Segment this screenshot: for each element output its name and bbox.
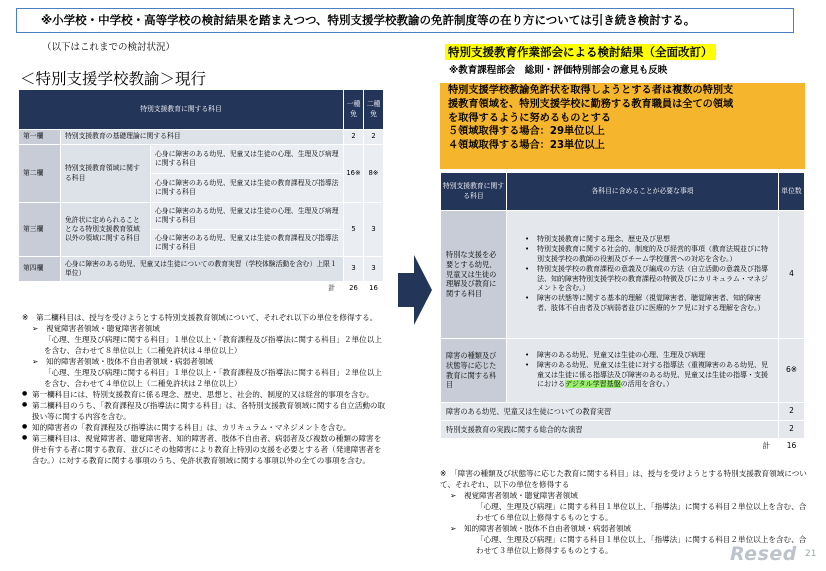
note: ➢ 知的障害者領域・肢体不自由者領域・病弱者領域 xyxy=(450,524,632,533)
table-row xyxy=(19,203,384,230)
current-table xyxy=(18,89,384,296)
list-item: • 障害の状態等に関する基本的理解（視覚障害者、聴覚障害者、知的障害者、肢体不自由者及び病弱者並びに医療的ケア児に対する理解を含む。） xyxy=(525,294,774,313)
list-item: • 障害のある幼児、児童又は生徒に対する指導法（重複障害のある幼児、児童又は生徒に係る指導法及び障害のある幼児、児童又は生徒の指導・支援におけるデジタル学習基盤の活用を含む。） xyxy=(525,361,774,389)
page-number: 21 xyxy=(805,549,817,559)
bullet-note: ● 第二欄科目のうち、「教育課程及び指導法に関する科目」は、各特別支援教育領域に関する自立活動の取扱い等に関する内容を含む。 xyxy=(22,400,386,422)
note: ➢ 知的障害者領域・肢体不自由者領域・病弱者領域 xyxy=(32,357,214,366)
row-desc: 免許状に定められることとなる特別支援教育領域以外の領域に関する科目 xyxy=(61,203,151,257)
total-value: 16 xyxy=(779,439,805,454)
row-label: 特別支援教育の実践に関する総合的な演習 xyxy=(441,421,779,439)
row-desc: 心身に障害のある幼児、児童又は生徒についての教育実習（学校体験活動を含む）上限１単位） xyxy=(61,257,344,282)
note: ※ 「障害の種類及び状態等に応じた教育に関する科目」は、授与を受けようとする特別支援教育領域について、それぞれ、以下の単位を修得する xyxy=(440,469,807,489)
total-label: 計 xyxy=(441,439,779,454)
row-desc: 特別支援教育の基礎理論に関する科目 xyxy=(61,130,344,145)
total-label: 計 xyxy=(19,282,344,296)
row-sub1: 心身に障害のある幼児、児童又は生徒の心理、生理及び病理に関する科目 xyxy=(151,203,344,230)
th-subject: 特別支援教育に関する科目 xyxy=(441,173,507,211)
row-units: 4 xyxy=(779,211,805,339)
right-sub: ※教育課程部会 総則・評価特別部会の意見も反映 xyxy=(449,65,668,76)
table-row xyxy=(19,130,384,145)
th-subject: 特別支援教育に関する科目 xyxy=(19,90,344,130)
row-desc: 特別支援教育領域に関する科目 xyxy=(61,145,151,203)
row-v2: 3 xyxy=(364,203,384,257)
row-sub2: 心身に障害のある幼児、児童又は生徒の教育課程及び指導法に関する科目 xyxy=(151,230,344,257)
sub-note: （以下はこれまでの検討状況） xyxy=(42,42,176,53)
requirement-line: 特別支援学校教諭免許状を取得しようとする者は複数の特別支 xyxy=(448,85,734,96)
total-row xyxy=(19,282,384,296)
row-label: 第二欄 xyxy=(19,145,61,203)
table-row xyxy=(19,257,384,282)
row-v1: 5 xyxy=(344,203,364,257)
table-row xyxy=(441,403,805,421)
arrow-right-icon xyxy=(398,255,432,325)
th-units: 単位数 xyxy=(779,173,805,211)
row-label: 障害の種類及び状態等に応じた教育に関する科目 xyxy=(441,339,507,403)
note: 「心理、生理及び病理」に関する科目１単位以上、「指導法」に関する科目２単位以上を含む、合わせて６単位以上修得するものとする。 xyxy=(476,502,807,522)
list-item: • 障害のある幼児、児童又は生徒の心理、生理及び病理 xyxy=(525,351,774,360)
row-units: 2 xyxy=(779,421,805,439)
requirement-box xyxy=(440,83,805,169)
row-label: 特別な支援を必要とする幼児、児童又は生徒の理解及び教育に関する科目 xyxy=(441,211,507,339)
row-units: 2 xyxy=(779,403,805,421)
table-row xyxy=(19,145,384,174)
row-label: 第四欄 xyxy=(19,257,61,282)
highlight: デジタル学習基盤 xyxy=(565,379,621,388)
total-v2: 16 xyxy=(364,282,384,296)
total-v1: 26 xyxy=(344,282,364,296)
table-row xyxy=(441,421,805,439)
row-label: 第一欄 xyxy=(19,130,61,145)
th-col1: 一種免 xyxy=(344,90,364,130)
row-sub1: 心身に障害のある幼児、児童又は生徒の心理、生理及び病理に関する科目 xyxy=(151,145,344,174)
row-items xyxy=(507,339,779,403)
requirement-line: ４領域取得する場合：23単位以上 xyxy=(448,140,605,152)
list-item: • 特別支援教育に関する理念、歴史及び思想 xyxy=(525,235,774,244)
requirement-line: ５領域取得する場合：29単位以上 xyxy=(448,126,605,138)
note: ※ 第二欄科目は、授与を受けようとする特別支援教育領域について、それぞれ以下の単位を修得する。 xyxy=(22,313,378,322)
banner: ※小学校・中学校・高等学校の検討結果を踏まえつつ、特別支援学校教諭の免許制度等の在り方については引き続き検討する。 xyxy=(16,8,794,33)
row-v1: 3 xyxy=(344,257,364,282)
row-label: 障害のある幼児、児童又は生徒についての教育実習 xyxy=(441,403,779,421)
left-title: ＜特別支援学校教諭＞現行 xyxy=(20,70,207,88)
row-sub2: 心身に障害のある幼児、児童又は生徒の教育課程及び指導法に関する科目 xyxy=(151,174,344,203)
bullet-note: ● 第一欄科目には、特別支援教育に係る理念、歴史、思想と、社会的、制度的又は経営的事項を含む。 xyxy=(22,389,386,400)
resed-logo: Resed xyxy=(730,543,797,565)
right-title: 特別支援教育作業部会による検討結果（全面改訂） xyxy=(445,44,716,60)
note: ➢ 視覚障害者領域・聴覚障害者領域 xyxy=(32,324,160,333)
total-row xyxy=(441,439,805,454)
table-row xyxy=(441,339,805,403)
table-row xyxy=(441,211,805,339)
row-v2: 3 xyxy=(364,257,384,282)
note: 「心理、生理及び病理に関する科目」１単位以上・「教育課程及び指導法に関する科目」２単位以上を含む、合わせて８単位以上（二種免許状は４単位以上） xyxy=(44,335,382,355)
requirement-line: を取得するように努めるものとする xyxy=(448,112,611,124)
bullet-note: ● 第三欄科目は、視覚障害者、聴覚障害者、知的障害者、肢体不自由者、病弱者及び複数の種類の障害を併せ有する者に関する教育、並びにその他障害により教育上特別の支援を必要とする者（発達障害者を含む。）に対する教育に関する事項のうち、免許状教育領域に関する事項以外の全ての事項を含む。 xyxy=(22,433,386,466)
note: ➢ 視覚障害者領域・聴覚障害者領域 xyxy=(450,491,578,500)
requirement-line: 援教育領域を、特別支援学校に勤務する教育職員は全ての領域 xyxy=(448,98,734,110)
row-v1: 2 xyxy=(344,130,364,145)
row-units: 6※ xyxy=(779,339,805,403)
note: 「心理、生理及び病理」に関する科目１単位以上、「指導法」に関する科目２単位以上を含む、合わせて３単位以上修得するものとする。 xyxy=(476,535,807,555)
bullet-note: ● 知的障害者の「教育課程及び指導法に関する科目」は、カリキュラム・マネジメントを含む。 xyxy=(22,422,386,433)
row-v2: 8※ xyxy=(364,145,384,203)
th-items: 各科目に含めることが必要な事項 xyxy=(507,173,779,211)
note: 「心理、生理及び病理に関する科目」１単位以上・「教育課程及び指導法に関する科目」２単位以上を含む、合わせて４単位以上（二種免許状は２単位以上） xyxy=(44,368,382,388)
list-item: • 特別支援学校の教育課程の意義及び編成の方法（自立活動の意義及び指導法、知的障害特別支援学校の教育課程の特徴及びにカリキュラム・マネジメントを含む。） xyxy=(525,265,774,293)
row-v2: 2 xyxy=(364,130,384,145)
left-notes xyxy=(22,312,386,466)
th-col2: 二種免 xyxy=(364,90,384,130)
revised-table xyxy=(440,172,805,454)
list-item: • 特別支援教育に関する社会的、制度的及び経営的事項（教育法規並びに特別支援学校の教師の役割及びチーム学校運営への対応を含む。） xyxy=(525,245,774,264)
row-v1: 16※ xyxy=(344,145,364,203)
row-label: 第三欄 xyxy=(19,203,61,257)
row-items xyxy=(507,211,779,339)
